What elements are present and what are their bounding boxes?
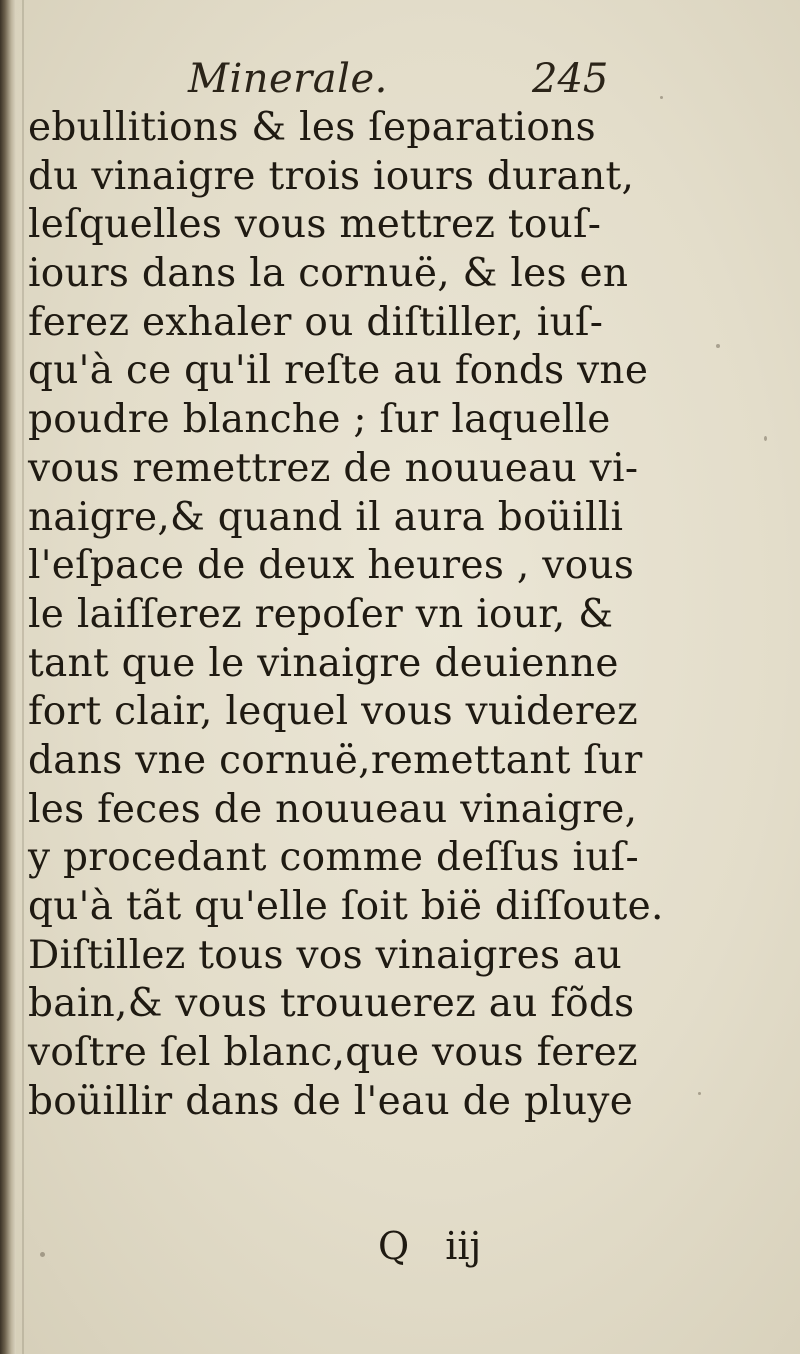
text-line: y procedant comme deſſus iuſ- — [28, 835, 639, 881]
running-head — [0, 52, 800, 112]
fold-line — [22, 0, 24, 1354]
signature-mark — [378, 1224, 481, 1268]
text-line: le laiſſerez repoſer vn iour, & — [28, 591, 614, 637]
text-line: vous remettrez de nouueau vi- — [28, 445, 639, 491]
text-line: Diſtillez tous vos vinaigres au — [28, 932, 623, 978]
text-line: boüillir dans de l'eau de pluye — [28, 1078, 634, 1124]
binding-edge — [0, 0, 16, 1354]
text-line: qu'à ce qu'il reſte au fonds vne — [28, 348, 649, 394]
text-line: l'eſpace de deux heures , vous — [28, 543, 635, 589]
text-line: ebullitions & les ſeparations — [28, 105, 596, 150]
signature-letter: Q — [378, 1224, 410, 1268]
text-line: les feces de nouueau vinaigre, — [28, 786, 638, 832]
paper-speck — [698, 1092, 701, 1095]
signature-numeral: iij — [445, 1224, 482, 1268]
paper-speck — [716, 344, 720, 348]
text-line: tant que le vinaigre deuienne — [28, 640, 619, 686]
text-line: iours dans la cornuë, & les en — [28, 251, 629, 297]
text-line: dans vne cornuë,remettant ſur — [28, 737, 643, 783]
running-head-title: Minerale. — [188, 56, 388, 102]
text-block — [28, 104, 664, 1126]
text-line: du vinaigre trois iours durant, — [28, 153, 635, 199]
text-line: voſtre ſel blanc,que vous ferez — [28, 1030, 638, 1076]
text-line: qu'à tãt qu'elle ſoit bië diſſoute. — [28, 884, 664, 929]
text-line: bain,& vous trouuerez au fõds — [28, 981, 635, 1027]
text-line: poudre blanche ; ſur laquelle — [28, 397, 611, 443]
text-line: naigre,& quand il aura boüilli — [28, 494, 624, 540]
paper-speck — [40, 1252, 45, 1257]
paper-speck — [764, 436, 767, 441]
text-line: fort clair, lequel vous vuiderez — [28, 689, 638, 735]
paper-speck — [660, 96, 663, 99]
text-line: leſquelles vous mettrez touſ- — [28, 202, 602, 248]
page-number: 245 — [532, 56, 609, 102]
text-line: ferez exhaler ou diſtiller, iuſ- — [28, 299, 604, 345]
